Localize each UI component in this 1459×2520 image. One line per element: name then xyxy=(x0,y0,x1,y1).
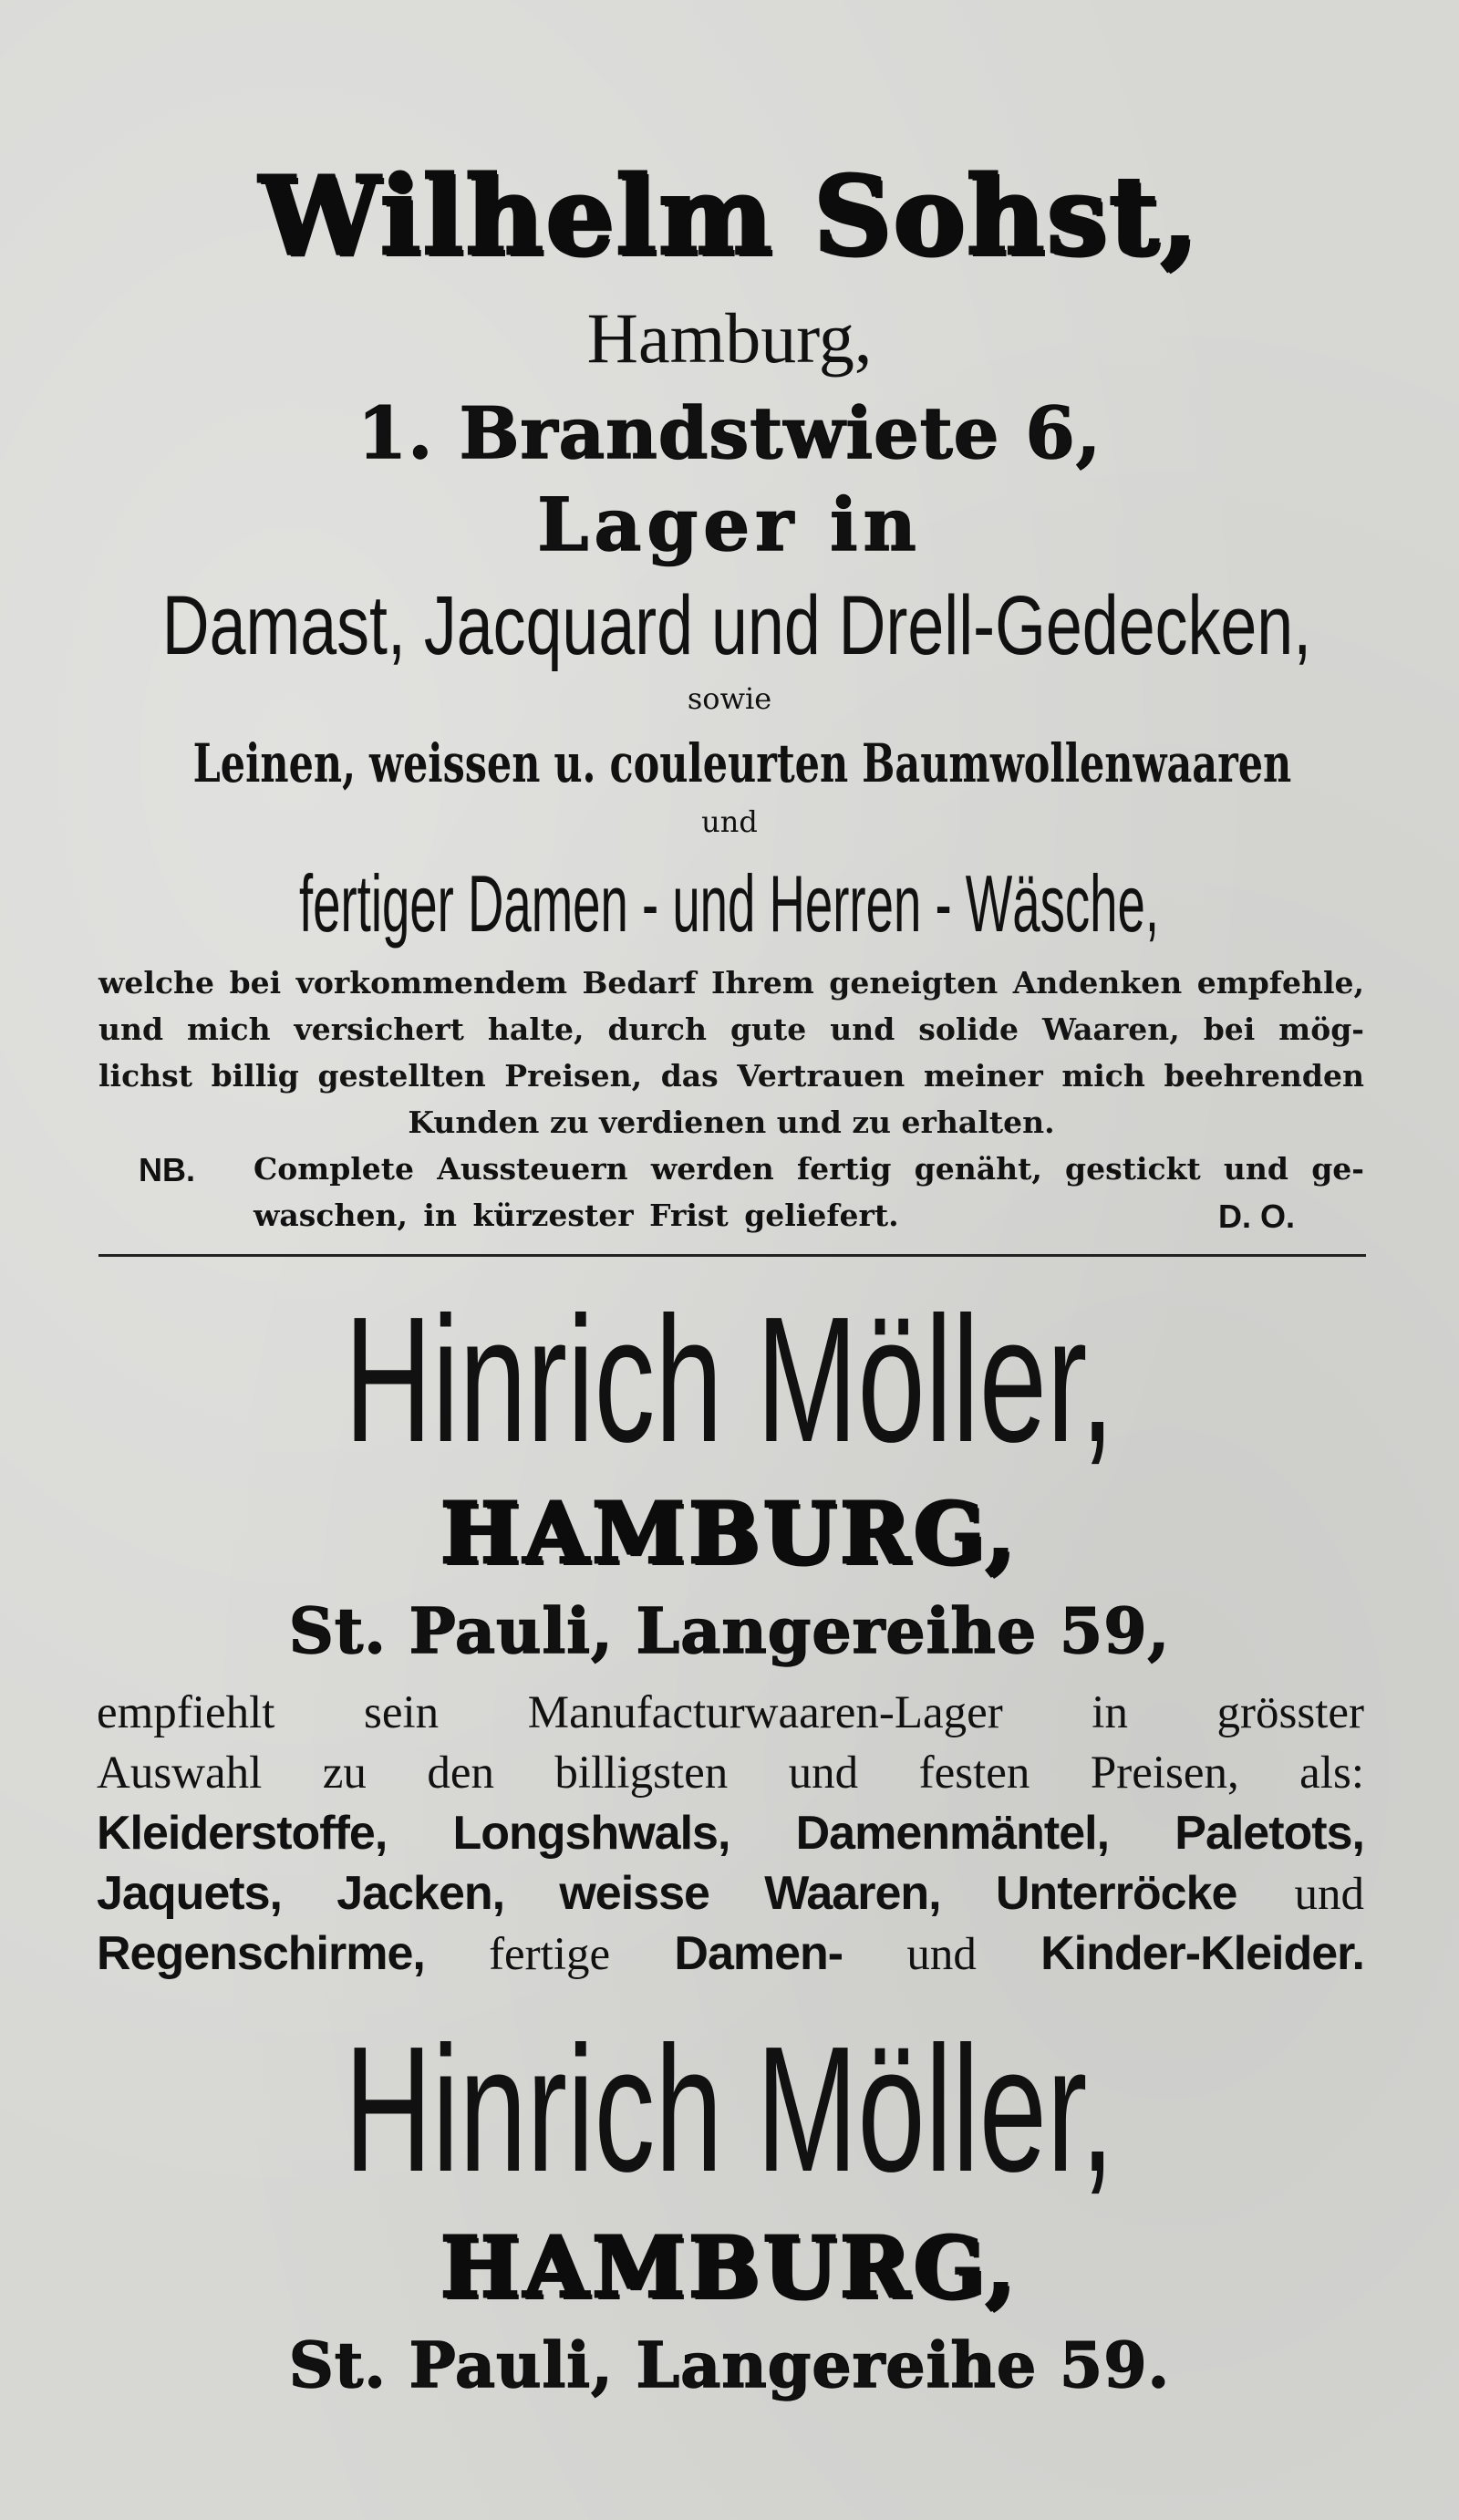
sohst-street: 1. Brandstwiete 6, xyxy=(357,392,1102,475)
sohst-text-line: welche bei vorkommendem Bedarf Ihrem geneigten Andenken empfehle, xyxy=(98,965,1364,1001)
moeller-line5 xyxy=(97,1924,1364,1984)
moeller-line5-kinder: Kinder-Kleider. xyxy=(1040,1927,1364,1980)
sohst-text-line: Kunden zu verdienen und zu erhalten. xyxy=(408,1104,1055,1140)
sohst-goods3: fertiger Damen - und Herren - Wäsche, xyxy=(299,858,1160,949)
sohst-text xyxy=(98,959,1364,1146)
sohst-city: Hamburg, xyxy=(586,298,873,378)
nb-line1: Complete Aussteuern werden fertig genäht, gestickt und ge- xyxy=(254,1151,1364,1187)
moeller-line: Kleiderstoffe, Longshwals, Damenmäntel, Paletots, xyxy=(97,1807,1364,1860)
section-divider xyxy=(98,1254,1366,1257)
sohst-text-line: und mich versichert halte, durch gute und solide Waaren, bei mög- xyxy=(98,1011,1364,1047)
moeller-city-bottom: HAMBURG, xyxy=(440,2218,1019,2317)
sohst-goods1-wrap xyxy=(0,579,1459,672)
sohst-name: Wilhelm Sohst, xyxy=(259,152,1200,279)
moeller-line4-und: und xyxy=(1294,1869,1364,1920)
sohst-goods3-wrap xyxy=(0,858,1459,949)
moeller-city-top: HAMBURG, xyxy=(440,1484,1019,1582)
initials: D. O. xyxy=(1218,1198,1296,1235)
sohst-goods1: Damast, Jacquard und Drell-Gedecken, xyxy=(161,579,1312,672)
moeller-line5-fertige: fertige xyxy=(489,1929,611,1980)
moeller-name-bottom-wrap xyxy=(0,2009,1459,2209)
moeller-address-bottom: St. Pauli, Langereihe 59. xyxy=(288,2329,1171,2402)
moeller-line4-goods: Jaquets, Jacken, weisse Waaren, Unterröcke xyxy=(97,1867,1237,1920)
moeller-line5-regenschirme: Regenschirme, xyxy=(97,1927,425,1980)
moeller-name-bottom: Hinrich Möller, xyxy=(344,2009,1115,2209)
sohst-lager: Lager in xyxy=(537,482,922,567)
moeller-line5-damen: Damen- xyxy=(674,1927,843,1980)
moeller-line: Auswahl zu den billigsten und festen Preisen, als: xyxy=(97,1747,1364,1799)
sohst-text-line: lichst billig gestellten Preisen, das Vertrauen meiner mich beehrenden xyxy=(98,1058,1364,1094)
moeller-line: empfiehlt sein Manufacturwaaren-Lager in grösster xyxy=(97,1687,1364,1738)
moeller-address-top: St. Pauli, Langereihe 59, xyxy=(288,1595,1171,1668)
moeller-name-top-wrap xyxy=(0,1280,1459,1479)
sohst-goods2-wrap xyxy=(0,732,1459,794)
sohst-sowie: sowie xyxy=(687,681,772,716)
moeller-name-top: Hinrich Möller, xyxy=(344,1280,1115,1479)
moeller-line4 xyxy=(97,1863,1364,1924)
nb-line2: waschen, in kürzester Frist geliefert. xyxy=(254,1198,899,1233)
sohst-und: und xyxy=(701,804,758,839)
sohst-goods2: Leinen, weissen u. couleurten Baumwollenwaaren xyxy=(192,732,1292,794)
moeller-text xyxy=(97,1683,1364,1984)
nb-label: NB. xyxy=(139,1151,195,1188)
moeller-line5-und: und xyxy=(906,1929,977,1980)
